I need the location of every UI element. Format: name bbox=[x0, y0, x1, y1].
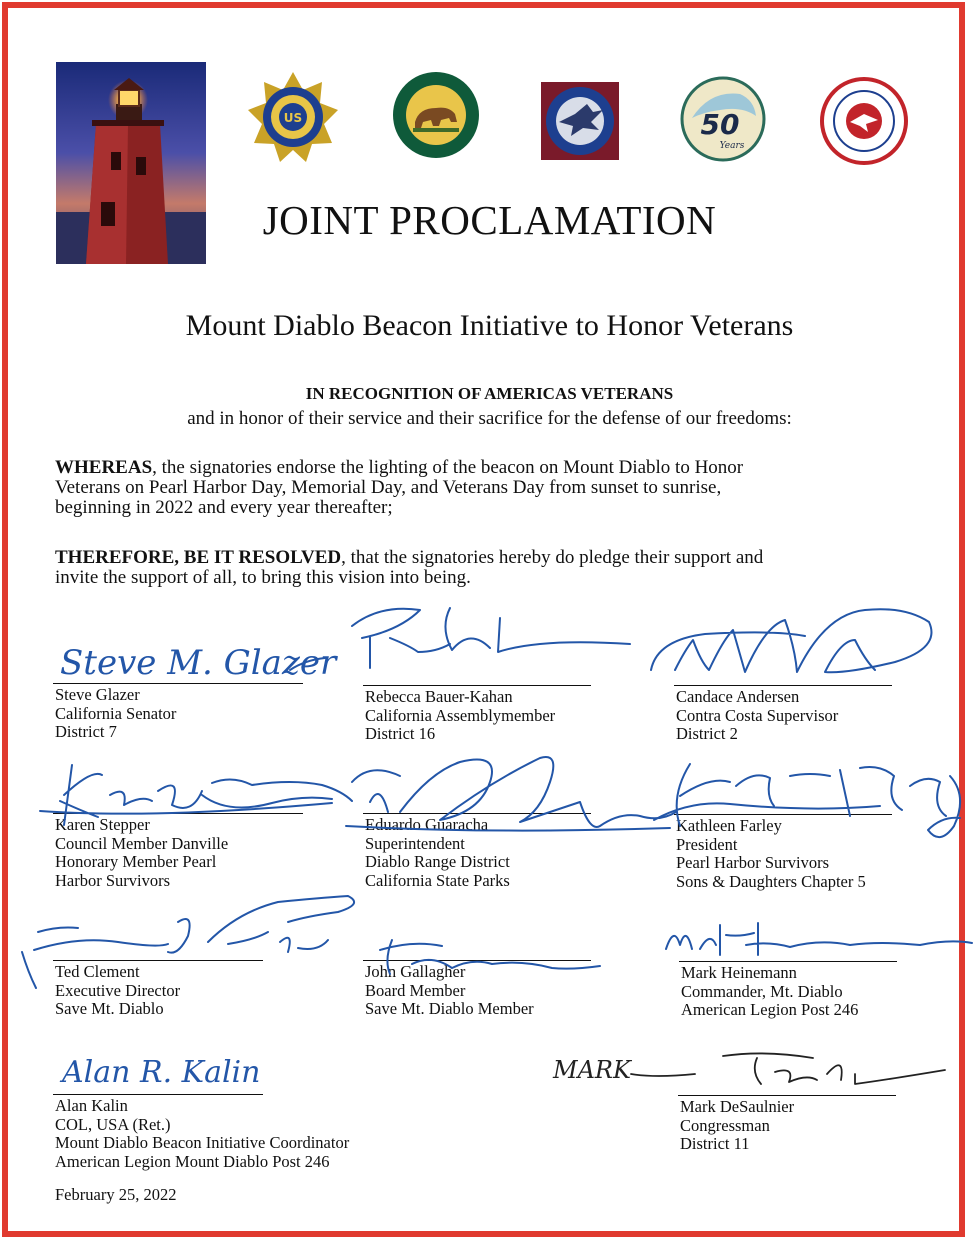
signatory-title: Superintendent bbox=[365, 833, 465, 853]
signature-mark-desaulnier bbox=[545, 1044, 955, 1094]
svg-text:MARK: MARK bbox=[553, 1056, 631, 1084]
signature-candace-andersen bbox=[645, 600, 945, 690]
signatory-name: Kathleen Farley bbox=[676, 816, 782, 835]
signatory-name: Mark DeSaulnier bbox=[680, 1097, 795, 1116]
signatory-title: California State Parks bbox=[365, 870, 510, 890]
signatory-title: Pearl Harbor Survivors bbox=[676, 853, 830, 872]
signatory-name: Ted Clement bbox=[55, 962, 140, 981]
svg-text:Steve M. Glazer: Steve M. Glazer bbox=[60, 643, 337, 683]
signatory-name: Karen Stepper bbox=[55, 815, 150, 834]
signature-block bbox=[676, 688, 838, 744]
signatory-name: Eduardo Guaracha bbox=[365, 815, 489, 834]
therefore-line: , that the signatories hereby do pledge their support and bbox=[341, 547, 764, 568]
signature-alan-kalin bbox=[54, 1040, 314, 1100]
signatory-title: District 11 bbox=[680, 1134, 750, 1153]
signatory-title: American Legion Mount Diablo Post 246 bbox=[55, 1151, 330, 1171]
honor-line: and in honor of their service and their sacrifice for the defense of our freedoms: bbox=[187, 408, 792, 429]
svg-text:US: US bbox=[283, 111, 303, 125]
page-subtitle: Mount Diablo Beacon Initiative to Honor Veterans bbox=[185, 309, 794, 342]
therefore-paragraph bbox=[55, 548, 935, 588]
signatory-title: Diablo Range District bbox=[365, 852, 510, 871]
signature-steve-glazer bbox=[50, 630, 340, 690]
signature-eduardo-guaracha bbox=[340, 742, 680, 842]
signatory-title: Congressman bbox=[680, 1115, 770, 1135]
signatory-title: District 7 bbox=[55, 722, 117, 741]
signatory-name: Rebecca Bauer-Kahan bbox=[365, 687, 513, 706]
signatory-name: Steve Glazer bbox=[55, 685, 140, 704]
signatory-name: John Gallagher bbox=[365, 962, 466, 981]
signatory-title: COL, USA (Ret.) bbox=[55, 1114, 171, 1134]
signatory-title: Commander, Mt. Diablo bbox=[681, 981, 843, 1001]
therefore-lead: THEREFORE, BE IT RESOLVED bbox=[55, 547, 342, 568]
page-title: JOINT PROCLAMATION bbox=[262, 197, 717, 243]
signatory-title: California Senator bbox=[55, 703, 177, 723]
signatory-title: Save Mt. Diablo Member bbox=[365, 999, 534, 1018]
signatory-title: Contra Costa Supervisor bbox=[676, 705, 839, 725]
recognition-heading: IN RECOGNITION OF AMERICAS VETERANS bbox=[305, 384, 674, 403]
svg-text:Alan R. Kalin: Alan R. Kalin bbox=[62, 1055, 261, 1090]
whereas-paragraph bbox=[55, 458, 935, 518]
svg-text:50: 50 bbox=[700, 108, 740, 141]
whereas-line: beginning in 2022 and every year thereafter; bbox=[55, 497, 393, 518]
signatory-name: Candace Andersen bbox=[676, 687, 800, 706]
whereas-lead: WHEREAS bbox=[55, 457, 153, 478]
therefore-line: invite the support of all, to bring this vision into being. bbox=[55, 567, 471, 588]
signatory-title: American Legion Post 246 bbox=[681, 1000, 859, 1019]
signature-karen-stepper bbox=[32, 755, 362, 835]
signature-block bbox=[365, 688, 555, 744]
svg-text:Years: Years bbox=[719, 141, 745, 151]
signature-mark-heinemann bbox=[660, 915, 979, 965]
signatory-title: District 2 bbox=[676, 724, 738, 743]
pearl-harbor-survivors-association-emblem bbox=[541, 82, 619, 160]
signature-kathleen-farley bbox=[650, 756, 970, 866]
signature-rebecca-bauer-kahan bbox=[340, 598, 640, 678]
signatory-title: California Assemblymember bbox=[365, 705, 556, 725]
whereas-line: , the signatories endorse the lighting of the beacon on Mount Diablo to Honor bbox=[152, 457, 744, 478]
signatory-title: District 16 bbox=[365, 724, 436, 743]
signatory-title: Council Member Danville bbox=[55, 833, 229, 853]
signatory-title: President bbox=[676, 834, 738, 854]
signatory-title: Executive Director bbox=[55, 980, 181, 1000]
save-mount-diablo-50-years-emblem bbox=[680, 76, 766, 162]
american-legion-emblem bbox=[246, 70, 340, 164]
california-state-parks-emblem bbox=[391, 70, 481, 160]
whereas-line: Veterans on Pearl Harbor Day, Memorial Day, and Veterans Day from sunset to sunrise, bbox=[55, 477, 722, 498]
signatory-title: Board Member bbox=[365, 980, 466, 1000]
signatory-title: Harbor Survivors bbox=[55, 870, 171, 890]
signatory-name: Mark Heinemann bbox=[681, 963, 797, 982]
signature-john-gallagher bbox=[372, 930, 612, 980]
signature-block bbox=[681, 964, 858, 1020]
signatory-title: Save Mt. Diablo bbox=[55, 999, 164, 1018]
pearl-harbor-sons-and-daughters-emblem bbox=[818, 76, 910, 166]
signatory-title: Mount Diablo Beacon Initiative Coordinator bbox=[55, 1133, 350, 1152]
signatory-title: Honorary Member Pearl bbox=[55, 852, 217, 871]
signature-block bbox=[680, 1098, 794, 1154]
signatory-title: Sons & Daughters Chapter 5 bbox=[676, 871, 866, 891]
signatory-name: Alan Kalin bbox=[55, 1096, 128, 1115]
signature-block bbox=[55, 1097, 349, 1171]
signature-block bbox=[55, 686, 176, 742]
proclamation-date: February 25, 2022 bbox=[55, 1185, 177, 1204]
signature-ted-clement bbox=[18, 892, 378, 992]
